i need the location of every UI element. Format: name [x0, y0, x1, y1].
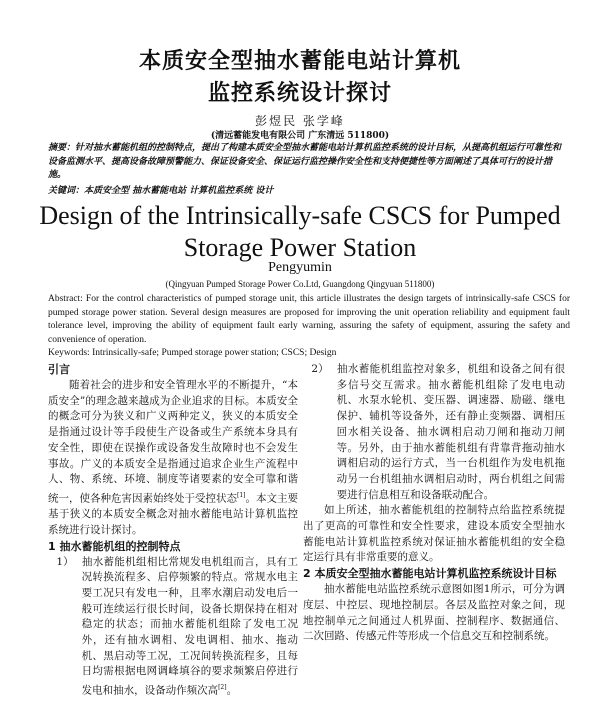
en-abstract: Abstract: For the control characteristics of pumped storage unit, this article illustrates the design targets of intrinsically-safe CSCS for pumped storage power station. Several design measures are proposed for improving the unit operation reliability and equipment fault tolerance level, improving the ability of equipment fault early warning, assuring the safety of equipment, assuring the safety and convenience of operation. [48, 294, 570, 345]
list-item-number: 1） [56, 555, 74, 568]
list-item-tail: 。 [226, 684, 238, 697]
summary-paragraph: 如上所述，抽水蓄能机组的控制特点给监控系统提出了更高的可靠性和安全性要求，建设本质安全型抽水蓄能电站计算机监控系统对保证抽水蓄能机组的安全稳定运行具有非常重要的意义。 [303, 504, 565, 564]
cn-abstract: 摘要：针对抽水蓄能机组的控制特点，提出了构建本质安全型抽水蓄能电站计算机监控系统的设计目标，从提高机组运行可靠性和设备监测水平、提高设备故障预警能力、保证设备安全、保证运行监控操作安全性和支持便捷性等方面阐述了具体可行的设计措施。 [48, 143, 562, 180]
list-item-number: 2） [311, 363, 329, 375]
cn-affiliation: (清远蓄能发电有限公司 广东清远 511800) [210, 131, 390, 141]
section-heading-1: 1 抽水蓄能机组的控制特点 [48, 539, 181, 553]
en-keywords: Keywords: Intrinsically-safe; Pumped storage power station; CSCS; Design [48, 348, 337, 358]
en-author: Pengyumin [268, 260, 332, 275]
citation-ref: [1] [237, 491, 246, 499]
cn-title-line1: 本质安全型抽水蓄能电站计算机 [138, 49, 461, 74]
left-column [48, 362, 298, 699]
intro-tail: 。本文主要基于狭义的本质安全概念对抽水蓄能电站计算机监控系统进行设计探讨。 [48, 492, 298, 536]
citation-ref: [2] [218, 684, 227, 692]
cn-title-line2: 监控系统设计探讨 [207, 81, 392, 106]
intro-text: 随着社会的进步和安全管理水平的不断提升，“本质安全”的理念越来越成为企业追求的目标。本质安全的概念可分为狭义和广义两种定义，狭义的本质安全是指通过设计等手段使生产设备或生产系统本身具有安全性，即使在误操作或设备发生故障时也不会发生事故。广义的本质安全是指通过追求企业生产流程中人、物、系统、环境、制度等诸要素的安全可靠和谐统一，使各种危害因素始终处于受控状态 [48, 379, 298, 505]
list-item-text: 抽水蓄能机组监控对象多，机组和设备之间有很多信号交互需求。抽水蓄能机组除了发电电动机、水泵水轮机、变压器、调速器、励磁、继电保护、辅机等设备外，还有静止变频器、调相压回水相关设备、抽水调相启动刀闸和拖动刀闸等。另外，由于抽水蓄能机组有背靠背拖动抽水调相启动的运行方式，当一台机组作为发电机拖动另一台机组抽水调相启动时，两台机组之间需要进行信息相互和设备联动配合。 [336, 363, 565, 501]
list-item-1 [48, 555, 298, 700]
en-title-line2: Storage Power Station [183, 233, 417, 262]
section-heading-2: 2 本质安全型抽水蓄能电站计算机监控系统设计目标 [303, 567, 557, 581]
cn-keywords: 关键词：本质安全型 抽水蓄能电站 计算机监控系统 设计 [48, 186, 274, 196]
cn-authors: 彭煜民 张学峰 [255, 114, 345, 128]
list-item-2 [303, 362, 565, 503]
en-affiliation: (Qingyuan Pumped Storage Power Co.Ltd, Guangdong Qingyuan 511800) [165, 279, 435, 289]
right-column [303, 362, 565, 645]
list-item-text: 抽水蓄能机组相比常规发电机组而言，具有工况转换流程多、启停频繁的特点。常规水电主要工况只有发电一种，且率水潮启动发电后一般可连续运行很长时间，设备长期保持在相对稳定的状态；而抽水蓄能机组除了发电工况外，还有抽水调相、发电调相、抽水、拖动机、黑启动等工况，工况间转换流程多，且每日均需根据电网调峰填谷的要求频繁启停进行发电和抽水，设备动作频次高 [81, 555, 298, 697]
section-heading-intro: 引言 [48, 363, 70, 376]
en-title-line1: Design of the Intrinsically-safe CSCS for Pumped [39, 201, 561, 230]
intro-paragraph [48, 378, 298, 539]
target-paragraph: 抽水蓄能电站监控系统示意图如图1所示，可分为调度层、中控层、现地控制层。各层及监控对象之间，现地控制单元之间通过人机界面、控制程序、数据通信、二次回路、传感元件等形成一个信息交互和控制系统。 [303, 583, 565, 643]
